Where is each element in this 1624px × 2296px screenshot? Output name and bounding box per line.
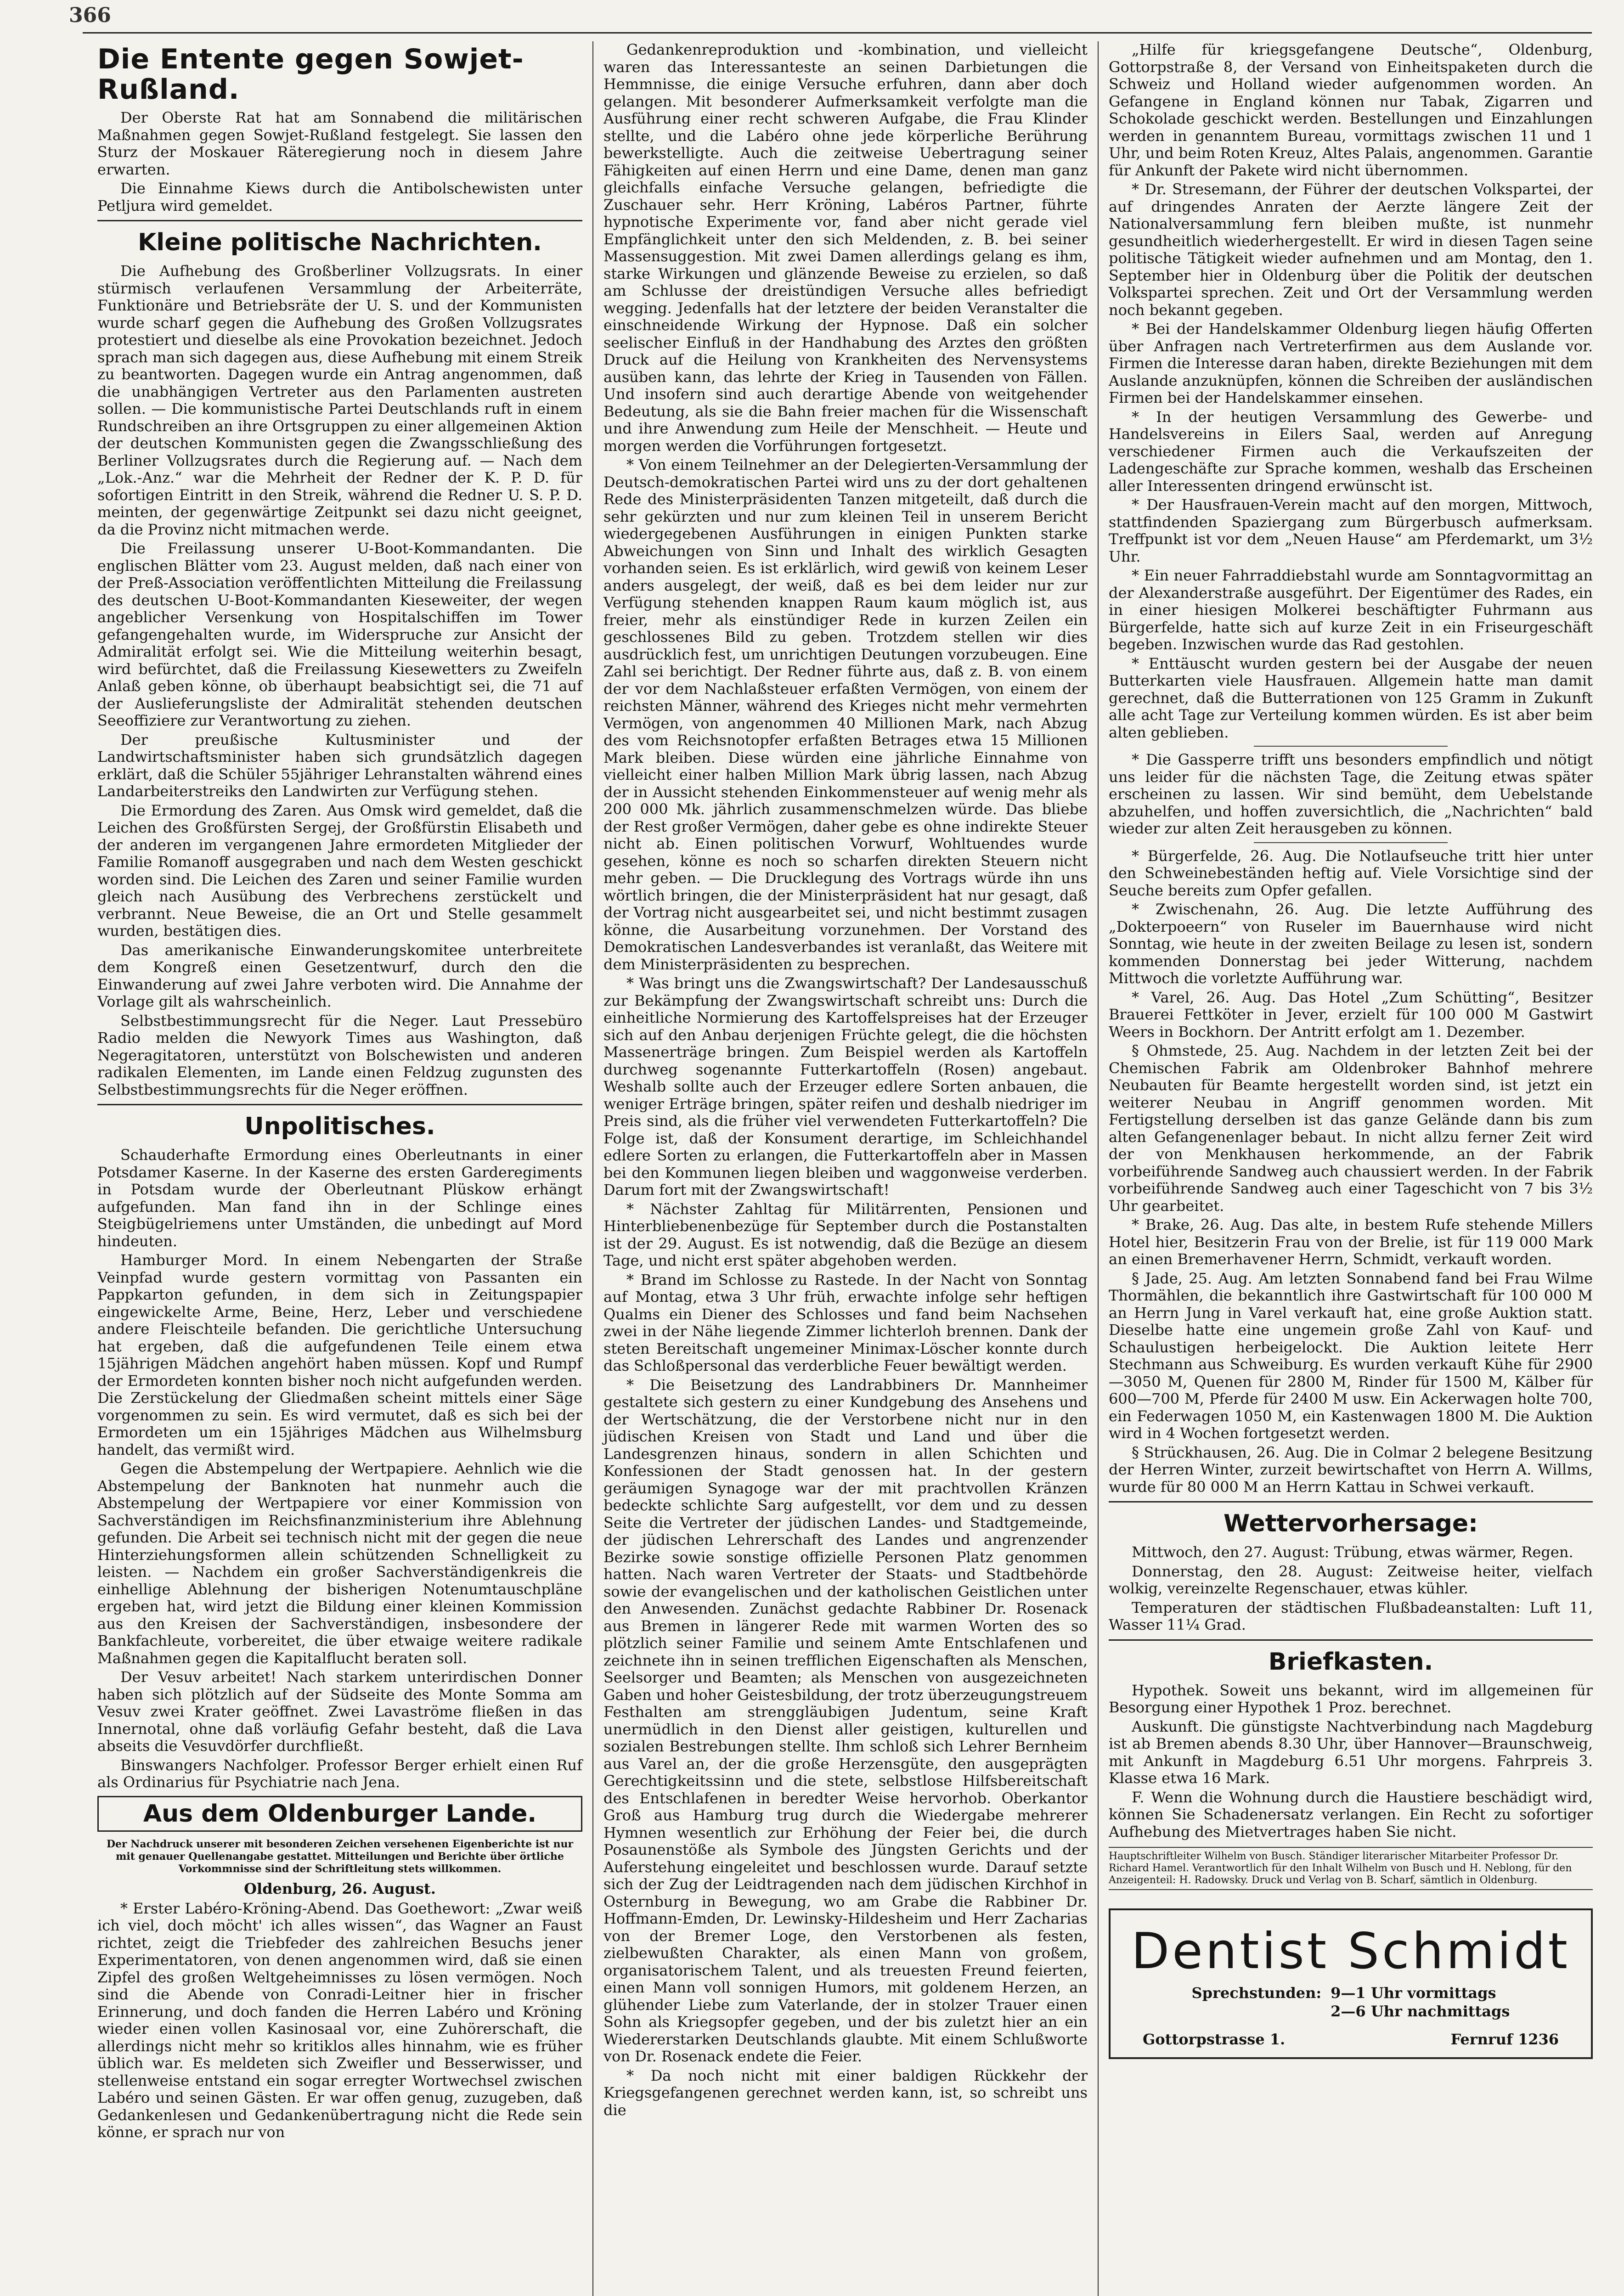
section-rule xyxy=(1109,1501,1593,1503)
regional-section-header xyxy=(97,1796,582,1832)
letterbox-item: Hypothek. Soweit uns bekannt, wird im allgemeinen für Besorgung einer Hypothek 1 Proz. berechnet. xyxy=(1109,1681,1593,1716)
ad-title: Dentist Schmidt xyxy=(1131,1923,1570,1980)
article-paragraph: * Bei der Handelskammer Oldenburg liegen häufig Offerten über Anfragen nach Vertreterfirmen aus dem Auslande vor. Firmen die Interesse daran haben, direkte Beziehungen mit dem Auslande anzuknüpfen, können die Schreiben der ausländischen Firmen bei der Handelskammer einsehen. xyxy=(1109,320,1593,406)
dateline: Oldenburg, 26. August. xyxy=(244,1880,436,1897)
article-paragraph: Die Einnahme Kiews durch die Antibolschewisten unter Petljura wird gemeldet. xyxy=(97,180,582,214)
article-paragraph: Die Ermordung des Zaren. Aus Omsk wird gemeldet, daß die Leichen des Großfürsten Sergej, der Großfürstin Elisabeth und der anderen im vergangenen Jahre ermordeten Mitglieder der Familie Romanoff ausgegraben und nach dem Westen geschickt worden sind. Die Leichen des Zaren und seiner Familie wurden gleich nach Ausübung des Verbrechens zerstückelt und verbrannt. Neue Beweise, die an Ort und Stelle gesammelt wurden, bestätigen dies. xyxy=(97,801,582,940)
article-paragraph: * In der heutigen Versammlung des Gewerbe- und Handelsvereins in Eilers Saal, werden auf Anregung verschiedener Firmen auch die Verkaufszeiten der Ladengeschäfte zur Sprache kommen, weshalb das Erscheinen aller Interessenten dringend erwünscht ist. xyxy=(1109,408,1593,495)
letterbox-title: Briefkasten. xyxy=(1268,1648,1433,1676)
article-paragraph: * Die Beisetzung des Landrabbiners Dr. Mannheimer gestaltete sich gestern zu einer Kundgebung des Ansehens und der Wertschätzung, die der Verstorbene nicht nur in den jüdischen Kreisen von Stadt und Land und über die Landesgrenzen hinaus, sondern in allen Schichten und Konfessionen der Stadt genossen hat. In der gestern geräumigen Synagoge war der mit prachtvollen Kränzen bedeckte schlichte Sarg aufgestellt, vor dem und zu dessen Seite die Vertreter der jüdischen Landes- und Stadtgemeinde, der jüdischen Lehrerschaft des Landes und angrenzender Bezirke sowie sonstige offizielle Personen Platz genommen hatten. Nach waren Vertreter der Staats- und Stadtbehörde sowie der evangelischen und der katholischen Geistlichen unter den Anwesenden. Zunächst gedachte Rabbiner Dr. Rosenack aus Bremen in längerer Rede mit warmen Worten des so plötzlich seiner Familie und seinem Amte Entschlafenen und zeichnete ihn in seinen trefflichen Eigenschaften als Menschen, Seelsorger und Beamten; als Menschen von ausgezeichneten Gaben und hoher Geistesbildung, der trotz überzeugungstreuem Festhalten am strenggläubigen Judentum, seine Kraft unermüdlich in den Dienst aller geistigen, kulturellen und sozialen Bestrebungen stellte. Ihm schloß sich Lehrer Bernheim aus Varel an, der die große Herzensgüte, den ausgeprägten Gerechtigkeitssinn und die stete, selbstlose Hilfsbereitschaft des Entschlafenen in beredter Weise hervorhob. Oberkantor Groß aus Hamburg trug durch die Wiedergabe mehrerer Hymnen wesentlich zur Erhöhung der Feier bei, die durch Posaunenstöße als Symbole des Jüngsten Gerichts und der Auferstehung eingeleitet und beschlossen wurde. Darauf setzte sich der Zug der Leidtragenden nach dem jüdischen Kirchhof in Osternburg in Bewegung, wo am Grabe die Rabbiner Dr. Hoffmann-Emden, Dr. Lewinsky-Hildesheim und Herr Zacharias von der Bremer Loge, den Verstorbenen als festen, zielbewußten Charakter, als einen Mann von großem, organisatorischem Talent, und als treuesten Freund feierten, einen Mann voll sonnigen Humors, mit goldenem Herzen, an glühender Liebe zum Vaterlande, der in stolzer Trauer einen Sohn als Kriegsopfer gegeben, und der bis zuletzt hier an ein Wiedererstarken Deutschlands glaubte. Mit einem Schlußworte von Dr. Rosenack endete die Feier. xyxy=(603,1376,1088,2065)
ad-hours-morning: 9—1 Uhr vormittags xyxy=(1331,1984,1496,2002)
dentist-advertisement xyxy=(1109,1908,1593,2059)
page-number: 366 xyxy=(69,4,111,27)
article-paragraph: Hamburger Mord. In einem Nebengarten der Straße Veinpfad wurde gestern vormittag von Passanten ein Pappkarton gefunden, in dem sich in Zeitungspapier eingewickelte Arme, Beine, Herz, Leber und verschiedene andere Fleischteile befanden. Die gerichtliche Untersuchung hat ergeben, daß die aufgefundenen Teile einem etwa 15jährigen Mädchen angehört haben müssen. Kopf und Rumpf der Ermordeten konnten bisher noch nicht aufgefunden werden. Die Zerstückelung der Gliedmaßen scheint mittels einer Säge vorgenommen zu sein. Es wird vermutet, daß es sich bei der Ermordeten um ein 15jähriges Mädchen aus Wilhelmsburg handelt, das vermißt wird. xyxy=(97,1251,582,1458)
short-rule xyxy=(1254,746,1448,747)
article-paragraph: Die Freilassung unserer U-Boot-Kommandanten. Die englischen Blätter vom 23. August melden, daß nach einer von der Preß-Association veröffentlichten Mitteilung die Freilassung des deutschen U-Boot-Kommandanten Kieseweiter, der wegen angeblicher Versenkung von Hospitalschiffen im Tower gefangengehalten wurde, im Widerspruche zur Ansicht der Admiralität erfolgt sei. Wie die Mitteilung weiterhin besagt, wird befürchtet, daß die Freilassung Kiesewetters zu Zweifeln Anlaß geben könne, ob überhaupt beabsichtigt sei, die 71 auf der Auslieferungsliste der Admiralität stehenden deutschen Seeoffiziere zur Verantwortung zu ziehen. xyxy=(97,540,582,729)
article-paragraph: Das amerikanische Einwanderungskomitee unterbreitete dem Kongreß einen Gesetzentwurf, durch den die Einwanderung auf zwei Jahre verboten wird. Die Annahme der Vorlage gilt als wahrscheinlich. xyxy=(97,941,582,1010)
regional-section-title: Aus dem Oldenburger Lande. xyxy=(143,1800,537,1828)
unpolitical-section-title: Unpolitisches. xyxy=(244,1113,435,1140)
article-paragraph: Der Vesuv arbeitet! Nach starkem unterirdischen Donner haben sich plötzlich auf der Südseite des Monte Somma am Vesuv zwei Krater geöffnet. Zwei Lavaströme fließen in das Innernotal, ohne daß vorläufig Gefahr besteht, daß die Lava abseits die Vesuvdörfer durchfließt. xyxy=(97,1668,582,1755)
ad-hours-label: Sprechstunden: xyxy=(1191,1984,1322,2002)
article-paragraph: Selbstbestimmungsrecht für die Neger. Laut Pressebüro Radio melden die Newyork Times aus Washington, daß Negeragitatoren, unterstützt von Bolschewisten und anderen radikalen Elementen, im Lande einen Feldzug zugunsten des Selbstbestimmungsrechts für die Neger eröffnen. xyxy=(97,1012,582,1098)
article-paragraph: * Was bringt uns die Zwangswirtschaft? Der Landesausschuß zur Bekämpfung der Zwangswirtschaft schreibt uns: Durch die einheitliche Normierung des Kartoffelspreises hat der Erzeuger sich auf den Anbau derjenigen Früchte gelegt, die die höchsten Massenerträge bringen. Zum Beispiel werden als Kartoffeln durchweg sogenannte Futterkartoffeln (Rosen) angebaut. Weshalb sollte auch der Erzeuger edlere Sorten anbauen, die weniger Erträge bringen, später reifen und deshalb niedriger im Preis sind, als die früher viel verwendeten Futterkartoffeln? Die Folge ist, daß der Konsument derartige, im Schleichhandel edlere Sorten zu erlangen, die Futterkartoffeln aber in Massen bei den Kommunen liegen bleiben und waggonweise verderben. Darum fort mit der Zwangswirtschaft! xyxy=(603,974,1088,1199)
section-rule xyxy=(97,220,582,221)
article-paragraph: * Brake, 26. Aug. Das alte, in bestem Rufe stehende Millers Hotel hier, Besitzerin Frau von der Brelie, ist für 119 000 Mark an einen Bremerhavener Herrn, Schmidt, verkauft worden. xyxy=(1109,1216,1593,1268)
column-3 xyxy=(1098,41,1603,2296)
column-1 xyxy=(87,41,592,2296)
article-paragraph: § Ohmstede, 25. Aug. Nachdem in der letzten Zeit bei der Chemischen Fabrik am Oldenbroker Bahnhof mehrere Neubauten für Beamte hergestellt worden sind, ist jetzt ein weiterer Neubau in Angriff genommen worden. Mit Fertigstellung derselben ist das ganze Gelände dann bis zum alten Gefangenenlager bebaut. In nicht allzu ferner Zeit wird der von Menkhausen herkommende, an der Fabrik vorbeiführende Sandweg auch chaussiert werden. In der Fabrik vorbeiführende Sandweg auch einer Tageschicht von 7 bis 3½ Uhr gearbeitet. xyxy=(1109,1042,1593,1215)
ad-hours-list xyxy=(1331,1984,1510,2020)
article-paragraph: * Die Gassperre trifft uns besonders empfindlich und nötigt uns leider für die nächsten Tage, die Zeitung etwas später erscheinen zu lassen. Wir sind bemüht, dem Uebelstande abzuhelfen, und hoffen zuversichtlich, die „Nachrichten“ bald wieder zur alten Zeit herausgeben zu können. xyxy=(1109,751,1593,837)
article-paragraph: Binswangers Nachfolger. Professor Berger erhielt einen Ruf als Ordinarius für Psychiatrie nach Jena. xyxy=(97,1756,582,1791)
ad-address: Gottorpstrasse 1. xyxy=(1143,2031,1286,2048)
letterbox-item: Auskunft. Die günstigste Nachtverbindung nach Magdeburg ist ab Bremen abends 8.30 Uhr, über Hannover—Braunschweig, mit Ankunft in Magdeburg 6.51 Uhr morgens. Fahrpreis 3. Klasse etwa 16 Mark. xyxy=(1109,1717,1593,1787)
ad-footer xyxy=(1124,2031,1577,2048)
article-paragraph: * Nächster Zahltag für Militärrenten, Pensionen und Hinterbliebenenbezüge für September durch die Postanstalten ist der 29. August. Es ist notwendig, daß die Bezüge an diesem Tage, und nicht erst später abgehoben werden. xyxy=(603,1200,1088,1269)
article-paragraph: „Hilfe für kriegsgefangene Deutsche“, Oldenburg, Gottorpstraße 8, der Versand von Einheitspaketen durch die Schweiz und Holland wieder aufgenommen worden. An Gefangene in England können nur Tabak, Zigarren und Schokolade geschickt werden. Bestellungen und Einzahlungen werden in genanntem Bureau, vormittags zwischen 11 und 1 Uhr, und beim Roten Kreuz, Altes Palais, angenommen. Garantie für Ankunft der Pakete wird nicht übernommen. xyxy=(1109,41,1593,179)
article-paragraph: Gegen die Abstempelung der Wertpapiere. Aehnlich wie die Abstempelung der Banknoten hat nunmehr auch die Abstempelung der Wertpapiere vor einer Kommission von Sachverständigen im Reichsfinanzministerium ihre Ablehnung gefunden. Die Arbeit sei technisch nicht mit der gegen die neue Hinterziehungsformen allein schützenden Schnelligkeit zu leisten. — Nachdem ein großer Sachverständigenkreis die einhellige Ablehnung der bisherigen Notenumtauschpläne ergeben hat, wird jetzt die Bildung einer kleinen Kommission aus den Kreisen der Sachverständigen, insbesondere der Bankfachleute, vorbereitet, die über etwaige weitere radikale Maßnahmen gegen die Kapitalflucht beraten soll. xyxy=(97,1460,582,1667)
article-paragraph: Die Aufhebung des Großberliner Vollzugsrats. In einer stürmisch verlaufenen Versammlung der Arbeiterräte, Funktionäre und Betriebsräte der U. S. und der Kommunisten wurde scharf gegen die Aufhebung des Großen Vollzugsrates protestiert und dieselbe als eine Provokation bezeichnet. Jedoch sprach man sich dagegen aus, diese Aufhebung mit einem Streik zu beantworten. Dagegen wurde ein Antrag angenommen, daß die unabhängigen Vertreter aus den Parlamenten austreten sollen. — Die kommunistische Partei Deutschlands ruft in einem Rundschreiben an ihre Ortsgruppen zu einer allgemeinen Aktion der deutschen Kommunisten gegen die Zwangsschließung des Berliner Vollzugsrates durch die Regierung auf. — Nach dem „Lok.-Anz.“ war die Mehrheit der Redner der K. P. D. für sofortigen Eintritt in den Streik, während die Redner U. S. P. D. meinten, der gegenwärtige Zeitpunkt sei dazu nicht geeignet, da die Provinz nicht mitmachen werde. xyxy=(97,262,582,538)
article-paragraph: * Von einem Teilnehmer an der Delegierten-Versammlung der Deutsch-demokratischen Partei wird uns zu der dort gehaltenen Rede des Ministerpräsidenten Tanzen mitgeteilt, daß durch die sehr gekürzten und nur zum kleinen Teil in unserem Bericht wiedergegebenen Ausführungen in einigen Punkten starke Abweichungen von Sinn und Inhalt des wirklich Gesagten vorhanden seien. Es ist erklärlich, wird gewiß von keinem Leser anders ausgelegt, der weiß, daß es bei dem leider nur zur Verfügung stehenden knappen Raum kaum möglich ist, aus freier, mehr als einstündiger Rede in kurzen Zeilen ein geschlossenes Bild zu geben. Trotzdem stellen wir dies ausdrücklich fest, um unrichtigen Deutungen vorzubeugen. Eine Zahl sei berichtigt. Der Redner führte aus, daß z. B. von einem der vor dem Nachlaßsteuer erfaßten Vermögen, von einem der reichsten Männer, während des Krieges nicht mehr vermehrten Vermögen, von angenommen 40 Millionen Mark, nach Abzug des vom Reichsnotopfer erfaßten Betrages etwa 15 Millionen Mark bleiben. Diese würden eine jährliche Einnahme von vielleicht einer halben Million Mark übrig lassen, nach Abzug der in Aussicht stehenden Einkommensteuer auf wenig mehr als 200 000 Mk. jährlich zusammenschmelzen würde. Das bliebe der Rest großer Vermögen, daher gebe es ohne indirekte Steuer nicht ab. Einen politischen Vorwurf, Wohltuendes wurde gesehen, könne es noch so scharfen direkten Steuern nicht mehr geben. — Die Drucklegung des Vortrags würde ihn uns wörtlich bringen, die der Ministerpräsident hat nur gesagt, daß der Vortrag nicht ausgearbeitet sei, und nicht bestimmt zusagen könne, die Ausarbeitung vorzunehmen. Der Vorstand des Demokratischen Landesverbandes ist veranlaßt, das Weitere mit dem Ministerpräsidenten zu besprechen. xyxy=(603,456,1088,973)
entente-headline: Die Entente gegen Sowjet-Rußland. xyxy=(97,43,524,106)
article-paragraph: * Brand im Schlosse zu Rastede. In der Nacht von Sonntag auf Montag, etwa 3 Uhr früh, erwachte infolge sehr heftigen Qualms ein Diener des Schlosses und fand beim Nachsehen zwei in der Nähe liegende Zimmer lichterloh brennen. Dank der steten Bereitschaft ungemeiner Minimax-Löscher konnte durch das Schloßpersonal das verderbliche Feuer bewältigt werden. xyxy=(603,1271,1088,1374)
article-paragraph: * Da noch nicht mit einer baldigen Rückkehr der Kriegsgefangenen gerechnet werden kann, ist, so schreibt uns die xyxy=(603,2066,1088,2119)
weather-line: Donnerstag, den 28. August: Zeitweise heiter, vielfach wolkig, vereinzelte Regenschauer, etwas kühler. xyxy=(1109,1562,1593,1597)
weather-line: Mittwoch, den 27. August: Trübung, etwas wärmer, Regen. xyxy=(1132,1543,1573,1561)
article-paragraph: * Bürgerfelde, 26. Aug. Die Notlaufseuche tritt hier unter den Schweinebeständen heftig auf. Viele Vorsichtige sind der Seuche bereits zum Opfer gefallen. xyxy=(1109,847,1593,899)
article-paragraph: * Varel, 26. Aug. Das Hotel „Zum Schütting“, Besitzer Brauerei Fettköter in Jever, erzielt für 100 000 M Gastwirt Weers in Bockhorn. Der Antritt erfolgt am 1. Dezember. xyxy=(1109,988,1593,1041)
weather-line: Temperaturen der städtischen Flußbadeanstalten: Luft 11, Wasser 11¼ Grad. xyxy=(1109,1598,1593,1633)
article-paragraph: § Jade, 25. Aug. Am letzten Sonnabend fand bei Frau Wilme Thormählen, die bekanntlich ihre Gastwirtschaft für 100 000 M an Herrn Jung in Varel verkauft hat, eine große Auktion statt. Dieselbe hatte eine ungemein große Zahl von Kauf- und Schaulustigen herbeigelockt. Die Auktion leitete Herr Stechmann aus Schweiburg. Es wurden verkauft Kühe für 2900—3050 M, Quenen für 2800 M, Rinder für 1500 M, Kälber für 600—700 M, Pferde für 2400 M usw. Ein Ackerwagen holte 700, ein Federwagen 1050 M, ein Kastenwagen 1800 M. Die Auktion wird in 4 Wochen fortgesetzt werden. xyxy=(1109,1269,1593,1442)
ad-hours xyxy=(1124,1984,1577,2020)
newspaper-columns xyxy=(87,41,1603,2296)
article-paragraph: * Der Hausfrauen-Verein macht auf den morgen, Mittwoch, stattfindenden Spaziergang zum Bürgerbusch aufmerksam. Treffpunkt ist vor dem „Neuen Hause“ am Pferdemarkt, um 3½ Uhr. xyxy=(1109,496,1593,565)
article-paragraph: Der preußische Kultusminister und der Landwirtschaftsminister haben sich grundsätzlich dagegen erklärt, daß die Schüler 55jähriger Lehranstalten während eines Landarbeiterstreiks den Landwirten zur Verfügung stehen. xyxy=(97,731,582,800)
short-rule xyxy=(1254,842,1448,843)
top-rule xyxy=(83,32,1592,34)
article-paragraph: * Erster Labéro-Kröning-Abend. Das Goethewort: „Zwar weiß ich viel, doch möcht' ich alles wissen“, das Wagner an Faust richtet, zeigt die Triebfeder des zahlreichen Besuchs jener Experimentatoren, von denen angenommen wird, daß sie einen Zipfel des großen Weltgeheimnisses zu lösen vermögen. Noch sind die Abende von Conradi-Leitner hier in frischer Erinnerung, und doch fanden die Herren Labéro und Kröning wieder einen vollen Kasinosaal vor, eine Zuhörerschaft, die allerdings nicht mehr so kritiklos alles hinnahm, wie es früher üblich war. Es meldeten sich Zweifler und Besserwisser, und stellenweise entstand ein sogar erregter Wortwechsel zwischen Labéro und seinen Gästen. Er war offen genug, zuzugeben, daß Gedankenlesen und Gedankenübertragung nicht die Rede sein könne, er sprach nur von xyxy=(97,1899,582,2141)
column-2 xyxy=(592,41,1098,2296)
article-paragraph: § Strückhausen, 26. Aug. Die in Colmar 2 belegene Besitzung der Herren Winter, zurzeit bewirtschaftet von Herrn A. Willms, wurde für 80 000 M an Herrn Kattau in Schwei verkauft. xyxy=(1109,1443,1593,1496)
ad-hours-afternoon: 2—6 Uhr nachmittags xyxy=(1331,2003,1510,2020)
article-paragraph: * Enttäuscht wurden gestern bei der Ausgabe der neuen Butterkarten viele Hausfrauen. Allgemein hatte man damit gerechnet, daß die Butterrationen von 125 Gramm in Zukunft alle acht Tage zur Verteilung kommen würden. Es ist aber beim alten geblieben. xyxy=(1109,654,1593,741)
imprint: Hauptschriftleiter Wilhelm von Busch. Ständiger literarischer Mitarbeiter Professor Dr. Richard Hamel. Verantwortlich für den Inhalt Wilhelm von Busch und H. Neblong, für den Anzeigenteil: H. Radowsky. Druck und Verlag von B. Scharf, sämtlich in Oldenburg. xyxy=(1109,1847,1593,1890)
article-paragraph: Schauderhafte Ermordung eines Oberleutnants in einer Potsdamer Kaserne. In der Kaserne des ersten Garderegiments in Potsdam wurde der Oberleutnant Plüskow erhängt aufgefunden. Man fand ihn in der Schlinge eines Steigbügelriemens unter Umständen, die unbedingt auf Mord hindeuten. xyxy=(97,1146,582,1250)
article-paragraph: Der Oberste Rat hat am Sonnabend die militärischen Maßnahmen gegen Sowjet-Rußland festgelegt. Sie lassen den Sturz der Moskauer Räteregierung noch in diesem Jahre erwarten. xyxy=(97,109,582,178)
section-rule xyxy=(1109,1639,1593,1641)
section-rule xyxy=(97,1104,582,1105)
letterbox-item: F. Wenn die Wohnung durch die Haustiere beschädigt wird, können Sie Schadenersatz verlangen. Ein Recht zu sofortiger Aufhebung des Mietvertrages haben Sie nicht. xyxy=(1109,1788,1593,1840)
article-paragraph: * Zwischenahn, 26. Aug. Die letzte Aufführung des „Dokterpoeern“ von Ruseler im Bauernhause wird nicht Sonntag, wie heute in der zweiten Beilage zu lesen ist, sondern kommenden Donnerstag bei jeder Witterung, nachdem Mittwoch die vorletzte Aufführung war. xyxy=(1109,900,1593,987)
weather-title: Wettervorhersage: xyxy=(1224,1510,1478,1537)
ad-phone: Fernruf 1236 xyxy=(1450,2031,1559,2048)
politics-section-title: Kleine politische Nachrichten. xyxy=(138,229,542,256)
article-paragraph: * Dr. Stresemann, der Führer der deutschen Volkspartei, der auf dringendes Anraten der Aerzte längere Zeit der Nationalversammlung fern bleiben mußte, ist nunmehr gesundheitlich wiederhergestellt. Er wird in diesen Tagen seine politische Tätigkeit wieder aufnehmen und am Montag, den 1. September hier in Oldenburg über die Politik der deutschen Volkspartei sprechen. Zeit und Ort der Versammlung werden noch bekannt gegeben. xyxy=(1109,180,1593,319)
article-paragraph: * Ein neuer Fahrraddiebstahl wurde am Sonntagvormittag an der Alexanderstraße ausgeführt. Der Eigentümer des Rades, ein in einer hiesigen Molkerei beschäftigter Fuhrmann aus Bürgerfelde, hatte sich auf kurze Zeit in ein Friseurgeschäft begeben. Inzwischen wurde das Rad gestohlen. xyxy=(1109,567,1593,653)
reprint-notice: Der Nachdruck unserer mit besonderen Zeichen versehenen Eigenberichte ist nur mit genauer Quellenangabe gestattet. Mitteilungen und Berichte über örtliche Vorkommnisse sind der Schriftleitung stets willkommen. xyxy=(106,1838,574,1875)
article-paragraph: Gedankenreproduktion und -kombination, und vielleicht waren das Interessanteste an seinen Darbietungen die Hemmnisse, die einige Versuche erfuhren, dann aber doch gelangen. Mit besonderer Aufmerksamkeit verfolgte man die Ausführung einer recht schweren Aufgabe, die Frau Klinder stellte, und die Labéro ohne jede körperliche Berührung bewerkstelligte. Auch die zeitweise Uebertragung seiner Fähigkeiten auf einen Herrn und eine Dame, denen man ganz gleichfalls einfache Versuche gelangen, befriedigte die Zuschauer sehr. Herr Kröning, Labéros Partner, führte hypnotische Experimente vor, fand aber nicht gerade viel Empfänglichkeit unter den sich Meldenden, z. B. bei seiner Massensuggestion. Mit zwei Damen allerdings gelang es ihm, starke Wirkungen und glänzende Beweise zu erzielen, so daß am Schlusse der dreistündigen Versuche alles befriedigt wegging. Jedenfalls hat der letztere der beiden Veranstalter die einschneidende Wirkung der Hypnose. Daß ein solcher seelischer Einfluß in der Handhabung des Arztes den größten Druck auf die Heilung von Krankheiten des Nervensystems ausüben kann, das lehrte der Krieg in Tausenden von Fällen. Und insofern sind auch derartige Abende von weitgehender Bedeutung, als sie die Bahn freier machen für die Wissenschaft und ihre Anwendung zum Heile der Menschheit. — Heute und morgen werden die Vorführungen fortgesetzt. xyxy=(603,41,1088,455)
